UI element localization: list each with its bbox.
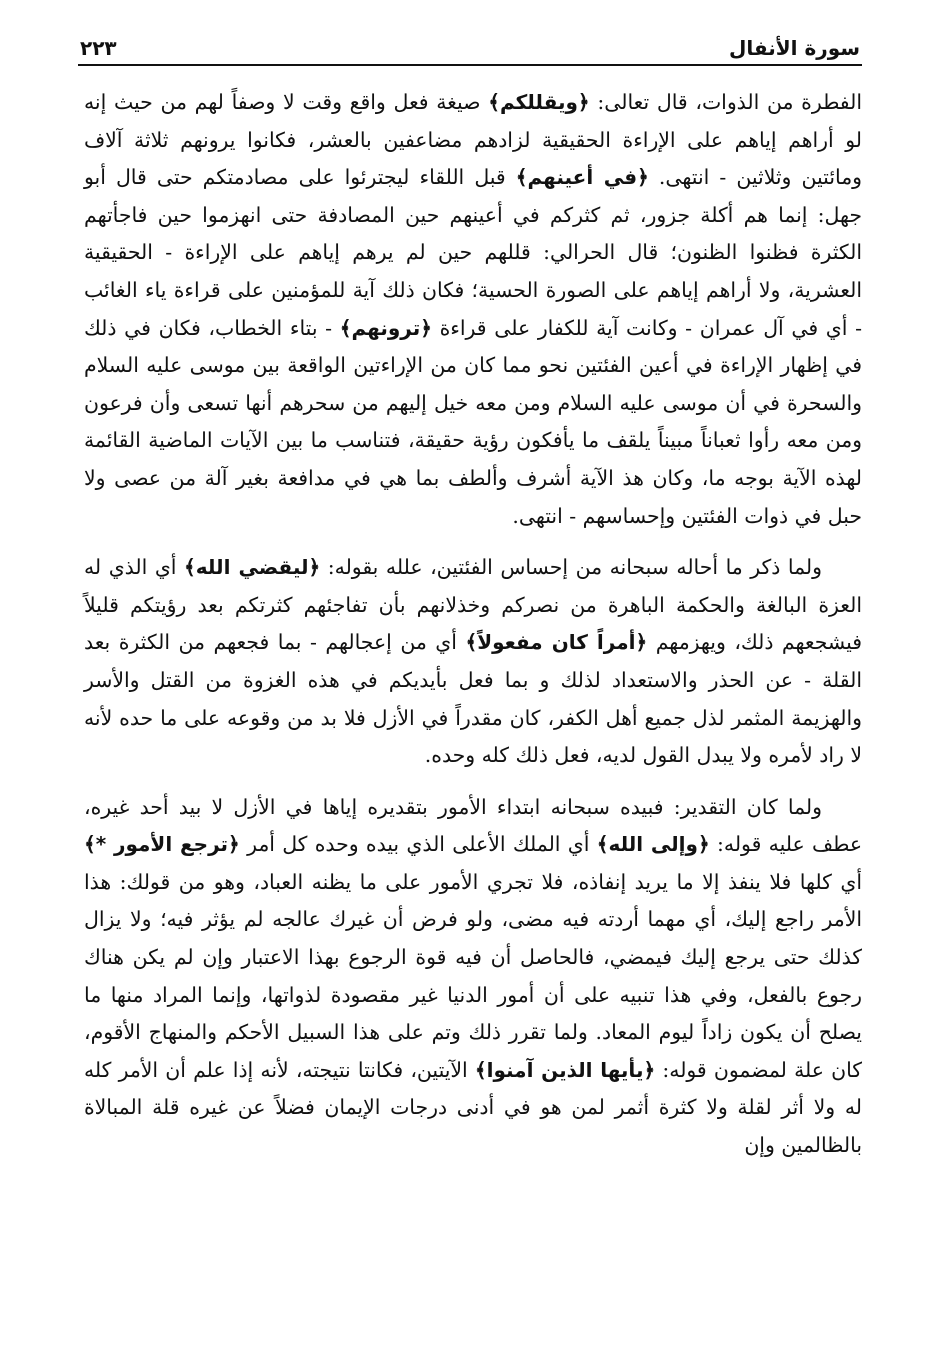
text-segment: ولما كان التقدير: فبيده سبحانه ابتداء الأمور بتقديره إياها في الأزل لا بيد أحد غيره، عطف عليه قوله: (84, 794, 862, 857)
page-number: ٢٢٣ (80, 36, 117, 60)
header-divider (78, 64, 862, 66)
text-segment: صيغة فعل واقع وقت لا وصفاً لهم من حيث إنه لو أراهم إياهم على الإراءة الحقيقية لزادهم مضاعفين بالعشر، فكانوا يرونهم ثلاثة آلاف ومائتين وثلاثين - انتهى. (84, 90, 862, 190)
text-segment: أي كلها فلا ينفذ إلا ما يريد إنفاذه، فلا تجري الأمور على ما يظنه العباد، وهو من قولك: هذا الأمر راجع إليك، أي مهما أردته فيه مضى، ولو فرض أن غيرك عالجه لم يؤثر فيه؛ ولا يزال كذلك حتى يرجع إليك فيمضي، فالحاصل أن فيه قوة الرجوع بهذا الاعتبار وإن لم يكن هناك رجوع بالفعل، وفي هذا تنبيه على أن أمور الدنيا غير مقصودة لذواتها، وإنما المراد منها ما يصلح أن يكون زاداً ليوم المعاد. ولما تقرر ذلك وتم على هذا السبيل الأحكم والمنهاج الأقوم، كان علة لمضمون قوله: (84, 869, 863, 1082)
quran-quote: ﴿يأيها الذين آمنوا﴾ (474, 1057, 656, 1082)
running-title: سورة الأنفال (728, 36, 860, 60)
page-header (80, 30, 860, 64)
quran-quote: ﴿ترونهم﴾ (339, 315, 432, 340)
text-segment: أي من إعجالهم - بما فجعهم من الكثرة بعد القلة - عن الحذر والاستعداد لذلك و بما فعل بأيديكم في هذه الغزوة من القتل والأسر والهزيمة المثمر لذل جميع أهل الكفر، كان مقدراً في الأزل فلا بد من وقوعه على ما حده لأنه لا راد لأمره ولا يبدل القول لديه، فعل ذلك كله وحده. (84, 630, 862, 768)
body-text (84, 84, 862, 1165)
text-segment: الفطرة من الذوات، قال تعالى: (589, 90, 862, 114)
quran-quote: ﴿في أعينهم﴾ (515, 165, 649, 190)
text-segment: ولما ذكر ما أحاله سبحانه من إحساس الفئتين، علله بقوله: (320, 555, 822, 580)
text-segment: قبل اللقاء ليجترئوا على مصادمتكم حتى قال أبو جهل: إنما هم أكلة جزور، ثم كثركم في أعينهم حين المصادفة حتى انهزموا حين فاجأتهم الكثرة فظنوا الظنون؛ قال الحرالي: قللهم حين لم يرهم إياهم على الإراءة - الحقيقية العشرية، ولا أراهم إياهم على الصورة الحسية؛ فكان ذلك آية للمؤمنين على قراءة ياء الغائب - أي في آل عمران - وكانت آية للكفار على قراءة (84, 165, 862, 340)
quran-quote: ﴿وإلى الله﴾ (596, 832, 710, 857)
quran-quote: ﴿أمراً كان مفعولاً﴾ (465, 630, 648, 655)
quran-quote: ﴿ترجع الأمور *﴾ (84, 832, 240, 857)
text-segment: - بتاء الخطاب، فكان في ذلك في إظهار الإراءة في أعين الفئتين نحو مما كان من الإراءتين الواقعة بين موسى عليه السلام والسحرة في أن موسى عليه السلام ومن معه خيل إليهم من سحرهم أنها تسعى وأن فرعون ومن معه رأوا ثعباناً مبيناً يلقف ما يأفكون رؤية حقيقة، فتناسب ما بين الآيات الماضية القائمة لهذه الآية بوجه ما، وكان هذ الآية أشرف وألطف بما هي في مدافعة بغير آلة من عصى ولا حبل في ذوات الفئتين وإحساسهم - انتهى. (84, 315, 862, 528)
quran-quote: ﴿ويقللكم﴾ (488, 90, 590, 114)
text-segment: الآيتين، فكانتا نتيجته، لأنه إذا علم أن الأمر كله له ولا أثر لقلة ولا كثرة أثمر لمن هو في أدنى درجات الإيمان فضلاً عن غيره قلة المبالاة بالظالمين وإن (84, 1057, 862, 1158)
quran-quote: ﴿ليقضي الله﴾ (184, 555, 321, 580)
paragraph-1 (84, 84, 862, 535)
paragraph-2 (84, 549, 862, 775)
text-segment: أي الملك الأعلى الذي بيده وحده كل أمر (239, 832, 597, 857)
text-segment: أي الذي له العزة البالغة والحكمة الباهرة من نصركم وخذلانهم بأن تفاجئهم كثرتكم بعد رؤيتكم قليلاً فيشجعهم ذلك، ويهزمهم (84, 555, 862, 655)
paragraph-3 (84, 789, 862, 1165)
